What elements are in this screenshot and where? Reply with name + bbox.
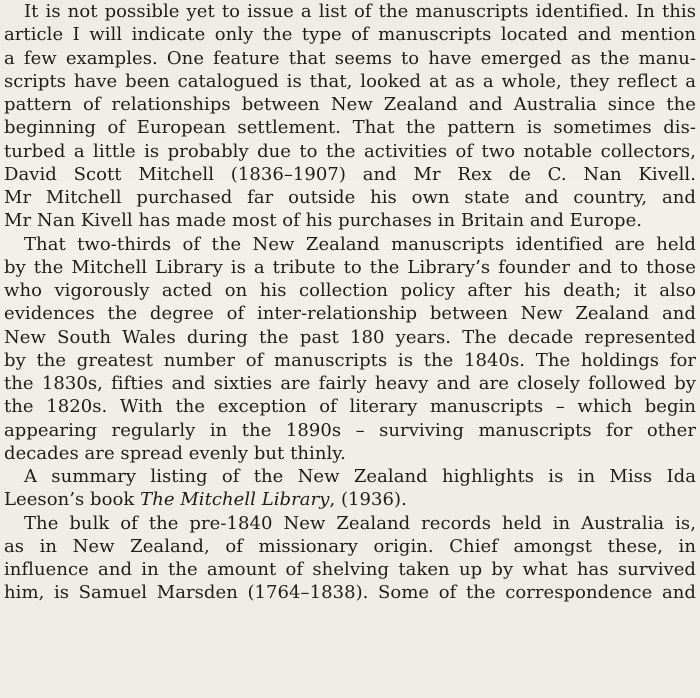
text-line: evidences the degree of inter-relationship between New Zealand and — [4, 303, 696, 325]
text-line: New South Wales during the past 180 years. The decade represented — [4, 326, 696, 348]
text-line — [4, 488, 696, 511]
text-line: decades are spread evenly but thinly. — [4, 442, 346, 464]
text-line: Mr Nan Kivell has made most of his purchases in Britain and Europe. — [4, 210, 643, 232]
text-line: pattern of relationships between New Zealand and Australia since the — [4, 94, 696, 115]
book-title: The Mitchell Library — [140, 489, 330, 511]
text-segment: Leeson’s book — [4, 489, 141, 511]
text-line: by the Mitchell Library is a tribute to the Library’s founder and to those — [4, 256, 696, 278]
text-line: influence and in the amount of shelving taken up by what has survived — [4, 559, 696, 580]
text-line: by the greatest number of manuscripts is the 1840s. The holdings for — [4, 349, 696, 371]
text-line: the 1830s, fifties and sixties are fairly heavy and are closely followed by — [4, 373, 696, 394]
text-line: a few examples. One feature that seems to have emerged as the manu- — [4, 47, 696, 69]
text-line: who vigorously acted on his collection policy after his death; it also — [4, 280, 696, 301]
text-line: as in New Zealand, of missionary origin. Chief amongst these, in — [4, 535, 696, 557]
text-line: That two-thirds of the New Zealand manuscripts identified are held — [24, 233, 696, 255]
text-line: the 1820s. With the exception of literary manuscripts – which begin — [4, 396, 696, 418]
text-line: article I will indicate only the type of manuscripts located and mention — [4, 24, 696, 46]
text-line: turbed a little is probably due to the activities of two notable collectors, — [4, 140, 696, 162]
text-line: It is not possible yet to issue a list of the manuscripts identified. In this — [24, 1, 696, 22]
text-segment: , (1936). — [329, 489, 407, 511]
text-line: him, is Samuel Marsden (1764–1838). Some of the correspondence and — [4, 582, 696, 604]
text-line: David Scott Mitchell (1836–1907) and Mr Rex de C. Nan Kivell. — [4, 163, 696, 185]
text-line: Mr Mitchell purchased far outside his own state and country, and — [4, 187, 696, 208]
text-line: appearing regularly in the 1890s – surviving manuscripts for other — [4, 419, 696, 441]
text-line: A summary listing of the New Zealand highlights is in Miss Ida — [24, 466, 696, 487]
text-line: The bulk of the pre-1840 New Zealand records held in Australia is, — [24, 512, 696, 534]
text-line: beginning of European settlement. That the pattern is sometimes dis- — [4, 117, 696, 139]
text-line: scripts have been catalogued is that, looked at as a whole, they reflect a — [4, 70, 696, 92]
